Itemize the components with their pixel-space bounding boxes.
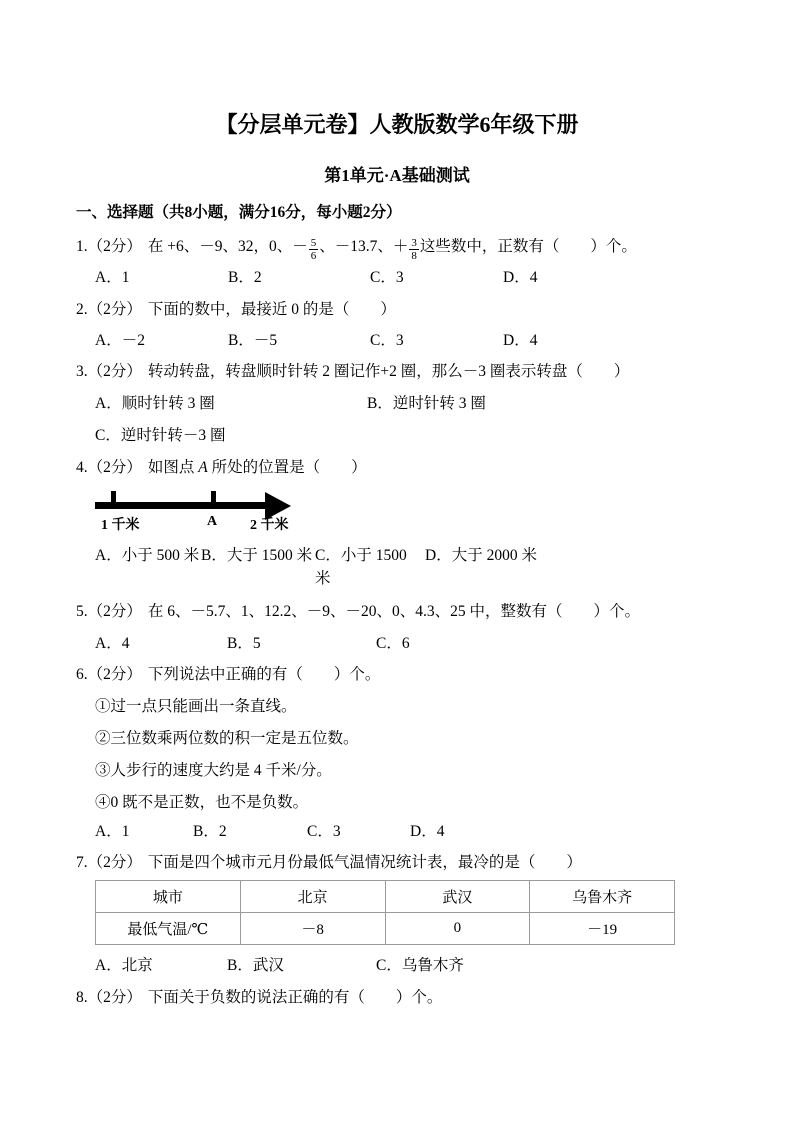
page-title: 【分层单元卷】人教版数学6年级下册 — [215, 112, 579, 137]
question-7-option-a: A．北京 — [95, 957, 153, 974]
section-heading: 一、选择题（共8小题，满分16分，每小题2分） — [76, 204, 402, 221]
question-8-number: 8.（2分） — [76, 989, 142, 1006]
question-4-number: 4.（2分） — [76, 459, 142, 476]
table-cell-temp-wuhan: 0 — [385, 913, 530, 945]
page-subtitle: 第1单元·A基础测试 — [324, 166, 470, 185]
question-8-stem — [76, 986, 754, 1009]
question-7-stem — [76, 851, 754, 874]
question-8 — [0, 986, 794, 1009]
question-7-option-b: B．武汉 — [227, 957, 284, 974]
question-1-text-mid: 、－13.7、＋ — [319, 238, 409, 255]
question-5-option-c: C．6 — [376, 635, 410, 652]
point-a-variable: A — [198, 459, 208, 476]
question-7-number: 7.（2分） — [76, 854, 142, 871]
question-4-option-d: D．大于 2000 米 — [425, 547, 537, 564]
question-2-option-d: D．4 — [503, 332, 538, 349]
question-2-option-a: A．－2 — [95, 332, 145, 349]
question-7 — [0, 851, 794, 977]
question-7-options — [95, 954, 774, 977]
number-line-bar — [95, 502, 269, 509]
question-7-text: 下面是四个城市元月份最低气温情况统计表，最冷的是（ ） — [147, 854, 582, 871]
question-6-option-a: A．1 — [95, 823, 130, 840]
table-cell-beijing: 北京 — [240, 881, 385, 913]
question-8-text: 下面关于负数的说法正确的有（ ）个。 — [147, 989, 443, 1006]
question-3-stem — [76, 360, 754, 383]
table-cell-temp-header: 最低气温/℃ — [96, 913, 241, 945]
number-line-tick-1km — [111, 491, 116, 504]
question-1-option-d: D．4 — [503, 269, 538, 286]
question-5-text: 在 6、－5.7、1、12.2、－9、－20、0、4.3、25 中，整数有（ ）个。 — [147, 603, 641, 620]
question-4-text-pre: 如图点 — [147, 459, 195, 476]
question-5-stem — [76, 600, 754, 623]
question-3-number: 3.（2分） — [76, 363, 142, 380]
question-1-stem — [76, 235, 754, 262]
question-3-option-c: C．逆时针转－3 圈 — [95, 427, 226, 444]
number-line-figure — [95, 484, 335, 536]
number-line-label-1km: 1 千米 — [101, 518, 140, 533]
question-1-options — [95, 266, 774, 289]
table-cell-wuhan: 武汉 — [385, 881, 530, 913]
question-6-option-b: B．2 — [193, 823, 227, 840]
question-1-option-a: A．1 — [95, 269, 130, 286]
question-2-option-b: B．－5 — [228, 332, 278, 349]
question-1-text-pre: 在 +6、－9、32，0、－ — [147, 238, 308, 255]
question-5-option-a: A．4 — [95, 635, 130, 652]
question-6 — [0, 663, 794, 843]
question-5-option-b: B．5 — [227, 635, 261, 652]
question-3-option-a: A．顺时针转 3 圈 — [95, 395, 215, 412]
question-2-stem — [76, 298, 754, 321]
question-6-stem — [76, 663, 754, 686]
question-1-option-c: C．3 — [370, 269, 404, 286]
number-line-label-2km: 2 千米 — [250, 518, 289, 533]
question-3-text: 转动转盘，转盘顺时针转 2 圈记作+2 圈，那么－3 圈表示转盘（ ） — [147, 363, 630, 380]
min-temperature-table — [95, 880, 675, 945]
question-4-option-b: B．大于 1500 米 — [201, 547, 313, 564]
question-4 — [0, 456, 794, 590]
fraction-five-sixths: $\frac{5}{6}$ — [310, 237, 317, 262]
table-cell-city-header: 城市 — [96, 881, 241, 913]
question-4-stem — [76, 456, 754, 479]
question-6-statement-2: ②三位数乘两位数的积一定是五位数。 — [95, 730, 359, 747]
question-1-text-post: 这些数中，正数有（ ）个。 — [419, 238, 637, 255]
question-3-options-row-2 — [95, 424, 774, 447]
question-7-option-c: C．乌鲁木齐 — [376, 957, 464, 974]
question-3-option-b: B．逆时针转 3 圈 — [367, 395, 486, 412]
question-2-number: 2.（2分） — [76, 301, 142, 318]
question-5 — [0, 600, 794, 655]
table-cell-urumqi: 乌鲁木齐 — [530, 881, 675, 913]
question-6-statement-4: ④0 既不是正数，也不是负数。 — [95, 794, 309, 811]
question-4-options — [95, 544, 774, 590]
number-line-label-a: A — [207, 514, 218, 529]
question-6-options — [95, 820, 774, 843]
fraction-three-eighths: $\frac{3}{8}$ — [411, 237, 417, 262]
question-2 — [0, 298, 794, 352]
question-4-option-c: C．小于 1500 米 — [315, 547, 407, 587]
question-6-number: 6.（2分） — [76, 666, 142, 683]
question-2-text: 下面的数中，最接近 0 的是（ ） — [147, 301, 396, 318]
table-cell-temp-beijing: －8 — [240, 913, 385, 945]
question-3-options-row-1 — [95, 392, 774, 415]
question-3 — [0, 360, 794, 447]
question-5-number: 5.（2分） — [76, 603, 142, 620]
question-4-option-a: A．小于 500 米 — [95, 547, 200, 564]
question-6-statement-3: ③人步行的速度大约是 4 千米/分。 — [95, 762, 332, 779]
question-6-option-c: C．3 — [307, 823, 341, 840]
question-1 — [0, 235, 794, 289]
question-1-number: 1.（2分） — [76, 238, 142, 255]
question-6-statement-1: ①过一点只能画出一条直线。 — [95, 698, 297, 715]
question-2-options — [95, 329, 774, 352]
question-1-option-b: B．2 — [228, 269, 262, 286]
number-line-tick-a — [211, 491, 216, 504]
table-row-temperatures — [96, 913, 675, 945]
table-row-cities — [96, 881, 675, 913]
table-cell-temp-urumqi: －19 — [530, 913, 675, 945]
question-6-option-d: D．4 — [410, 823, 445, 840]
question-2-option-c: C．3 — [370, 332, 404, 349]
question-6-text: 下列说法中正确的有（ ）个。 — [147, 666, 381, 683]
question-4-text-post: 所处的位置是（ ） — [211, 459, 367, 476]
question-5-options — [95, 632, 774, 655]
